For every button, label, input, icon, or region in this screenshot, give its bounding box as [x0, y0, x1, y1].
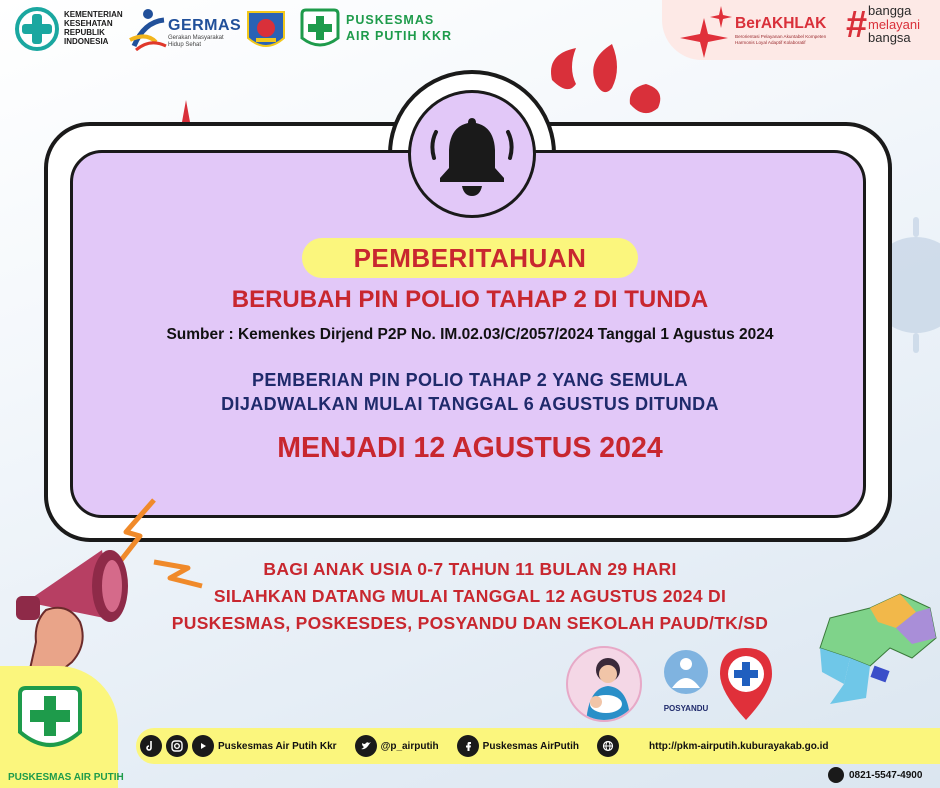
puskesmas-footer-logo: [18, 686, 82, 756]
eligibility-info: [0, 556, 940, 637]
youtube-glyph: [197, 740, 209, 752]
notice-headline: BERUBAH PIN POLIO TAHAP 2 DI TUNDA: [231, 286, 709, 313]
berakhlak-subtitle: Berorientasi Pelayanan Akuntabel Kompeten Harmonis Loyal Adaptif Kolaboratif: [735, 34, 827, 45]
description-line: PEMBERIAN PIN POLIO TAHAP 2 YANG SEMULA: [252, 370, 688, 390]
bell-icon: [428, 112, 516, 200]
bangga-line: melayani: [868, 16, 921, 32]
instagram-glyph: [171, 740, 183, 752]
bangga-melayani-bangsa: [868, 4, 920, 45]
tiktok-icon[interactable]: [140, 735, 162, 757]
twitter-handle-link[interactable]: @p_airputih: [380, 740, 439, 752]
kubu-raya-regency-emblem: [246, 8, 286, 54]
splash-drops-decoration: [546, 44, 666, 128]
phone-number[interactable]: 0821-5547-4900: [849, 769, 923, 781]
kemenkes-line: KEMENTERIAN: [64, 10, 123, 19]
bangga-line: bangsa: [868, 30, 911, 45]
berakhlak-title: BerAKHLAK: [735, 15, 827, 32]
tiktok-glyph: [145, 740, 157, 752]
info-line: PUSKESMAS, POSKESDES, POSYANDU DAN SEKOLAH PAUD/TK/SD: [171, 613, 769, 633]
puskesmas-logo: [300, 8, 340, 52]
info-line: SILAHKAN DATANG MULAI TANGGAL 12 AGUSTUS 2024 DI: [213, 586, 727, 606]
facebook-icon[interactable]: [457, 735, 479, 757]
posyandu-label: POSYANDU: [663, 704, 709, 713]
germas-subtitle: Gerakan Masyarakat Hidup Sehat: [168, 35, 224, 48]
service-area-map: [800, 588, 940, 716]
hash-mark: #: [846, 4, 868, 46]
facebook-page-link[interactable]: Puskesmas AirPutih: [482, 740, 580, 752]
puskesmas-name: [346, 12, 452, 44]
puskesmas-name-line: AIR PUTIH KKR: [346, 29, 453, 43]
kemenkes-line: KESEHATAN: [64, 19, 113, 28]
notice-badge: PEMBERITAHUAN: [302, 238, 638, 278]
website-link[interactable]: http://pkm-airputih.kuburayakab.go.id: [649, 740, 829, 752]
puskesmas-name-line: PUSKESMAS: [346, 13, 435, 27]
sparkle-icon: [710, 6, 732, 28]
youtube-icon[interactable]: [192, 735, 214, 757]
phone-contact: [828, 766, 922, 784]
notice-source: Sumber : Kemenkes Dirjend P2P No. IM.02.03/C/2057/2024 Tanggal 1 Agustus 2024: [166, 326, 774, 343]
twitter-glyph: [360, 740, 372, 752]
footer-logo-caption: PUSKESMAS AIR PUTIH: [8, 772, 124, 783]
new-schedule-date: MENJADI 12 AGUSTUS 2024: [277, 432, 663, 464]
mother-baby-figure: [568, 648, 642, 722]
description-line: DIJADWALKAN MULAI TANGGAL 6 AGUSTUS DITUNDA: [221, 394, 719, 414]
kemenkes-name: [64, 10, 134, 46]
facebook-glyph: [462, 740, 474, 752]
bangga-line: bangga: [868, 3, 912, 18]
notice-description: [0, 368, 940, 416]
kemenkes-line: INDONESIA: [64, 37, 109, 46]
social-links: [140, 732, 846, 760]
mother-and-baby-illustration: [566, 646, 642, 722]
whatsapp-icon[interactable]: [828, 767, 844, 783]
kemenkes-line: REPUBLIK: [64, 28, 105, 37]
twitter-icon[interactable]: [355, 735, 377, 757]
germas-text: [168, 17, 241, 49]
germas-logo: [126, 6, 170, 52]
globe-glyph: [602, 740, 614, 752]
instagram-icon[interactable]: [166, 735, 188, 757]
globe-icon[interactable]: [597, 735, 619, 757]
germas-title: GERMAS: [168, 17, 242, 34]
info-line: BAGI ANAK USIA 0-7 TAHUN 11 BULAN 29 HARI: [263, 559, 677, 579]
instagram-handle-link[interactable]: Puskesmas Air Putih Kkr: [218, 740, 337, 752]
posyandu-logo: [658, 648, 714, 708]
kemenkes-logo: [12, 6, 62, 52]
location-pin-icon: [718, 646, 774, 722]
